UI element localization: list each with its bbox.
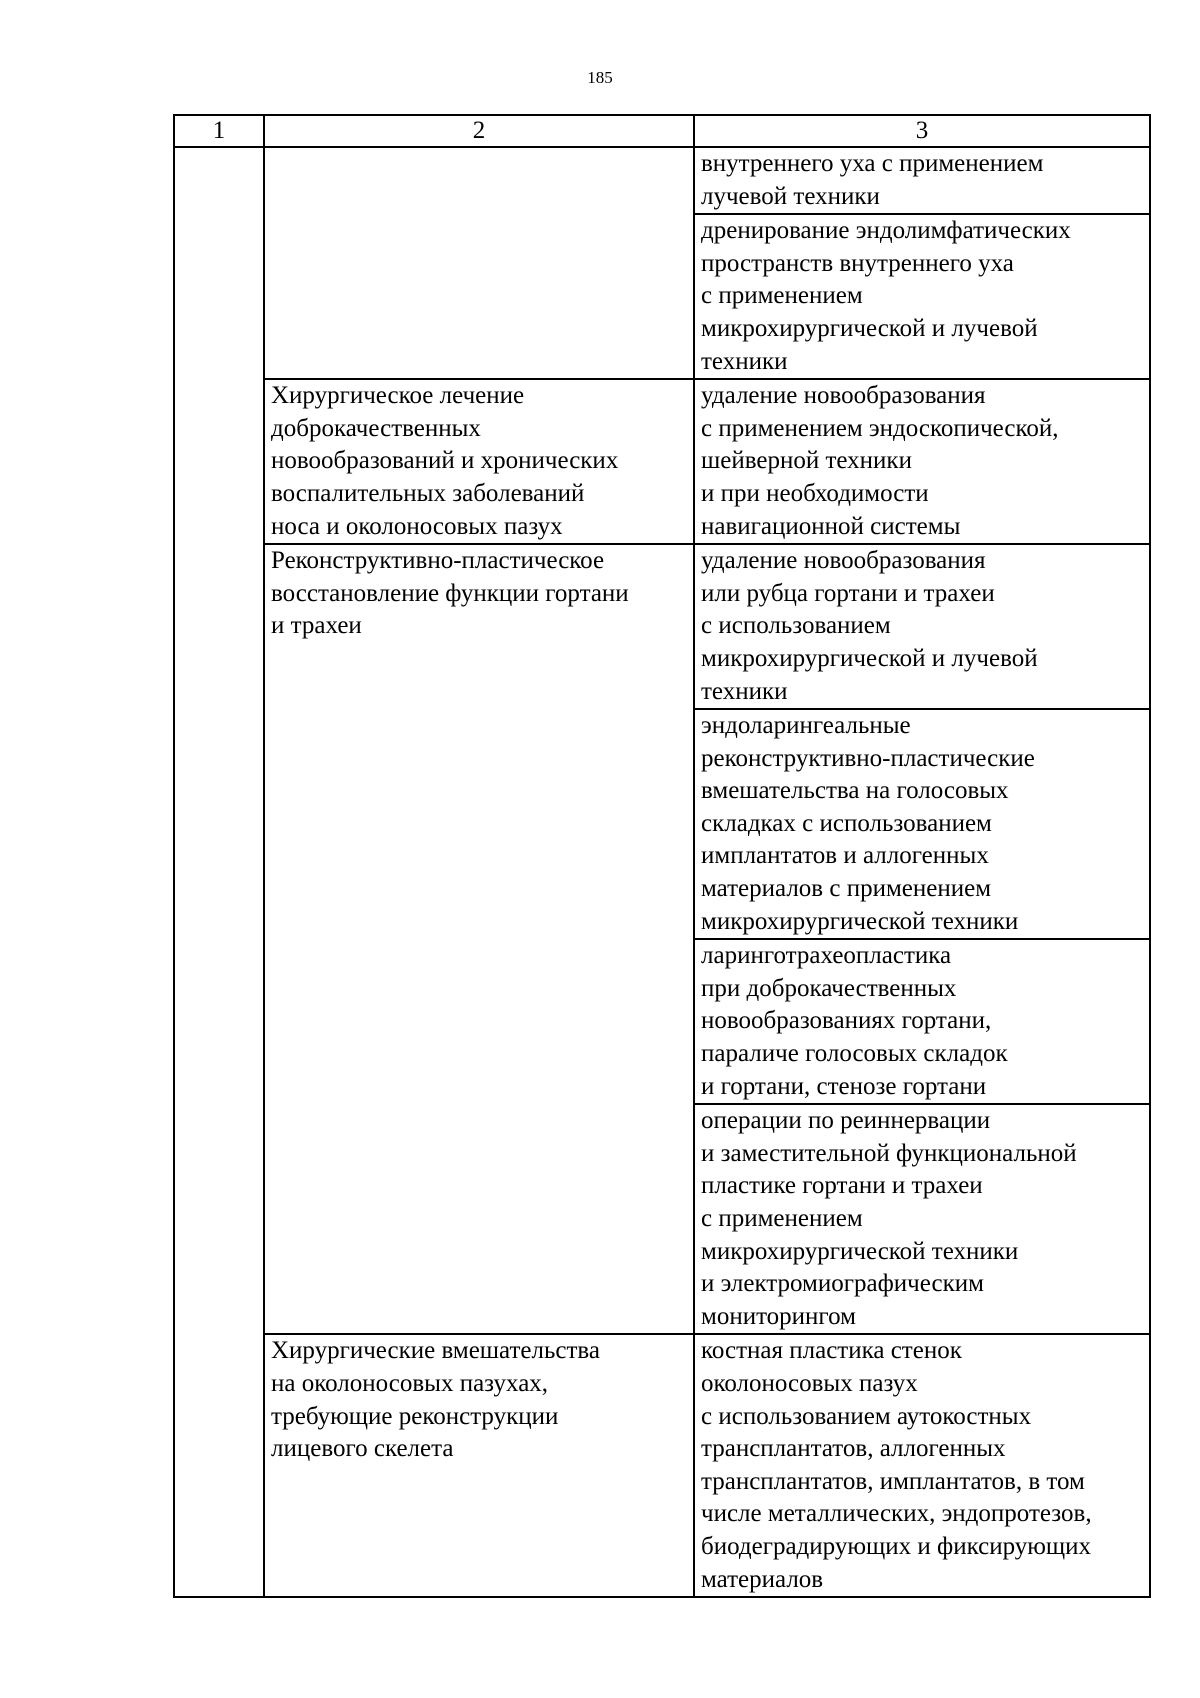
table-header-row — [174, 115, 1150, 147]
procedures-table — [173, 114, 1151, 1598]
condition-cell — [264, 147, 694, 379]
method-cell: ларинготрахеопластика при доброкачественных новообразованиях гортани, параличе голосовых складок и гортани, стенозе гортани — [694, 939, 1150, 1104]
page-number: 185 — [587, 68, 613, 87]
method-cell: внутреннего уха с применением лучевой техники — [694, 147, 1150, 214]
condition-cell: Реконструктивно-пластическое восстановление функции гортани и трахеи — [264, 544, 694, 1334]
condition-cell: Хирургическое лечение доброкачественных новообразований и хронических воспалительных заболеваний носа и околоносовых пазух — [264, 379, 694, 544]
table-row — [174, 147, 1150, 214]
condition-cell: Хирургические вмешательства на околоносовых пазухах, требующие реконструкции лицевого скелета — [264, 1334, 694, 1597]
method-cell: операции по реиннервации и заместительной функциональной пластике гортани и трахеи с применением микрохирургической техники и электромиографическим мониторингом — [694, 1104, 1150, 1334]
column-header-2: 2 — [264, 115, 694, 147]
method-cell: удаление новообразования с применением эндоскопической, шейверной техники и при необходимости навигационной системы — [694, 379, 1150, 544]
column-header-1: 1 — [174, 115, 264, 147]
method-cell: эндоларингеальные реконструктивно-пластические вмешательства на голосовых складках с использованием имплантатов и аллогенных материалов с применением микрохирургической техники — [694, 709, 1150, 939]
table-row — [174, 1334, 1150, 1597]
table-row — [174, 379, 1150, 544]
method-cell: удаление новообразования или рубца гортани и трахеи с использованием микрохирургической и лучевой техники — [694, 544, 1150, 709]
method-cell: дренирование эндолимфатических пространств внутреннего уха с применением микрохирургической и лучевой техники — [694, 214, 1150, 379]
column-1-cell — [174, 147, 264, 1597]
column-header-3: 3 — [694, 115, 1150, 147]
table-row — [174, 544, 1150, 709]
method-cell: костная пластика стенок околоносовых пазух с использованием аутокостных трансплантатов, аллогенных трансплантатов, имплантатов, в том числе металлических, эндопротезов, биодеградирующих и фиксирующих материалов — [694, 1334, 1150, 1597]
